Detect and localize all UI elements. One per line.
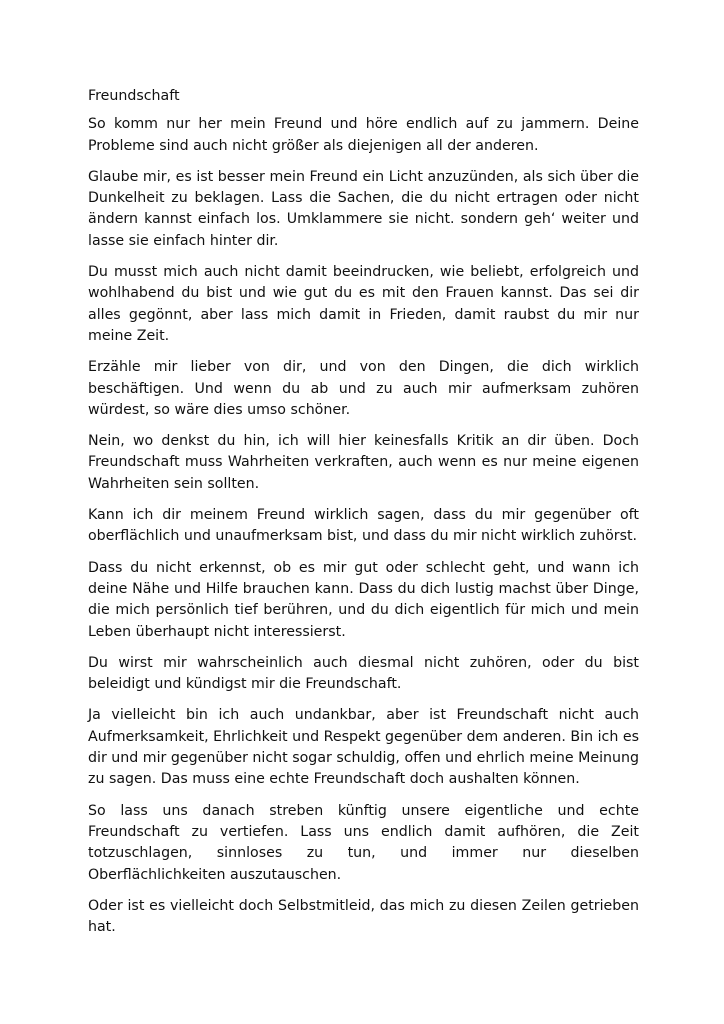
paragraph-6: Kann ich dir meinem Freund wirklich sagen, dass du mir gegenüber oft oberflächlich und unaufmerksam bist, und dass du mir nicht wirklich zuhörst. [88, 507, 639, 545]
paragraph-8: Du wirst mir wahrscheinlich auch diesmal nicht zuhören, oder du bist beleidigt und kündigst mir die Freundschaft. [88, 654, 639, 693]
paragraph-1: So komm nur her mein Freund und höre endlich auf zu jammern. Deine Probleme sind auch nicht größer als diejenigen all der anderen. [88, 116, 639, 154]
paragraph-11: Oder ist es vielleicht doch Selbstmitleid, das mich zu diesen Zeilen getrieben hat. [88, 897, 639, 936]
paragraph-3: Du musst mich auch nicht damit beeindrucken, wie beliebt, erfolgreich und wohlhabend du bist und wie gut du es mit den Frauen kannst. Das sei dir alles gegönnt, aber lass mich damit in Frieden, damit raubst du mir nur meine Zeit. [88, 264, 639, 344]
paragraph-5: Nein, wo denkst du hin, ich will hier keinesfalls Kritik an dir üben. Doch Freundschaft muss Wahrheiten verkraften, auch wenn es nur meine eigenen Wahrheiten sein sollten. [88, 433, 639, 492]
paragraph-2: Glaube mir, es ist besser mein Freund ein Licht anzuzünden, als sich über die Dunkelheit zu beklagen. Lass die Sachen, die du nicht ertragen oder nicht ändern kannst einfach los. Umklammere sie nicht. sondern geh‘ weiter und lasse sie einfach hinter dir. [88, 168, 639, 249]
document-title: Freundschaft [88, 88, 180, 104]
paragraph-9: Ja vielleicht bin ich auch undankbar, aber ist Freundschaft nicht auch Aufmerksamkeit, Ehrlichkeit und Respekt gegenüber dem anderen. Bin ich es dir und mir gegenüber nicht sogar schuldig, offen und ehrlich meine Meinung zu sagen. Das muss eine echte Freundschaft doch aushalten können. [88, 707, 639, 788]
paragraph-10: So lass uns danach streben künftig unsere eigentliche und echte Freundschaft zu vertiefen. Lass uns endlich damit aufhören, die Zeit totzuschlagen, sinnloses zu tun, und immer nur dieselben Oberflächlichkeiten auszutauschen. [88, 802, 639, 883]
paragraph-4: Erzähle mir lieber von dir, und von den Dingen, die dich wirklich beschäftigen. Und wenn du ab und zu auch mir aufmerksam zuhören würdest, so wäre dies umso schöner. [88, 359, 639, 418]
paragraph-7: Dass du nicht erkennst, ob es mir gut oder schlecht geht, und wann ich deine Nähe und Hilfe brauchen kann. Dass du dich lustig machst über Dinge, die mich persönlich tief berühren, und du dich eigentlich für mich und mein Leben überhaupt nicht interessierst. [88, 559, 639, 640]
document-page [88, 86, 639, 948]
